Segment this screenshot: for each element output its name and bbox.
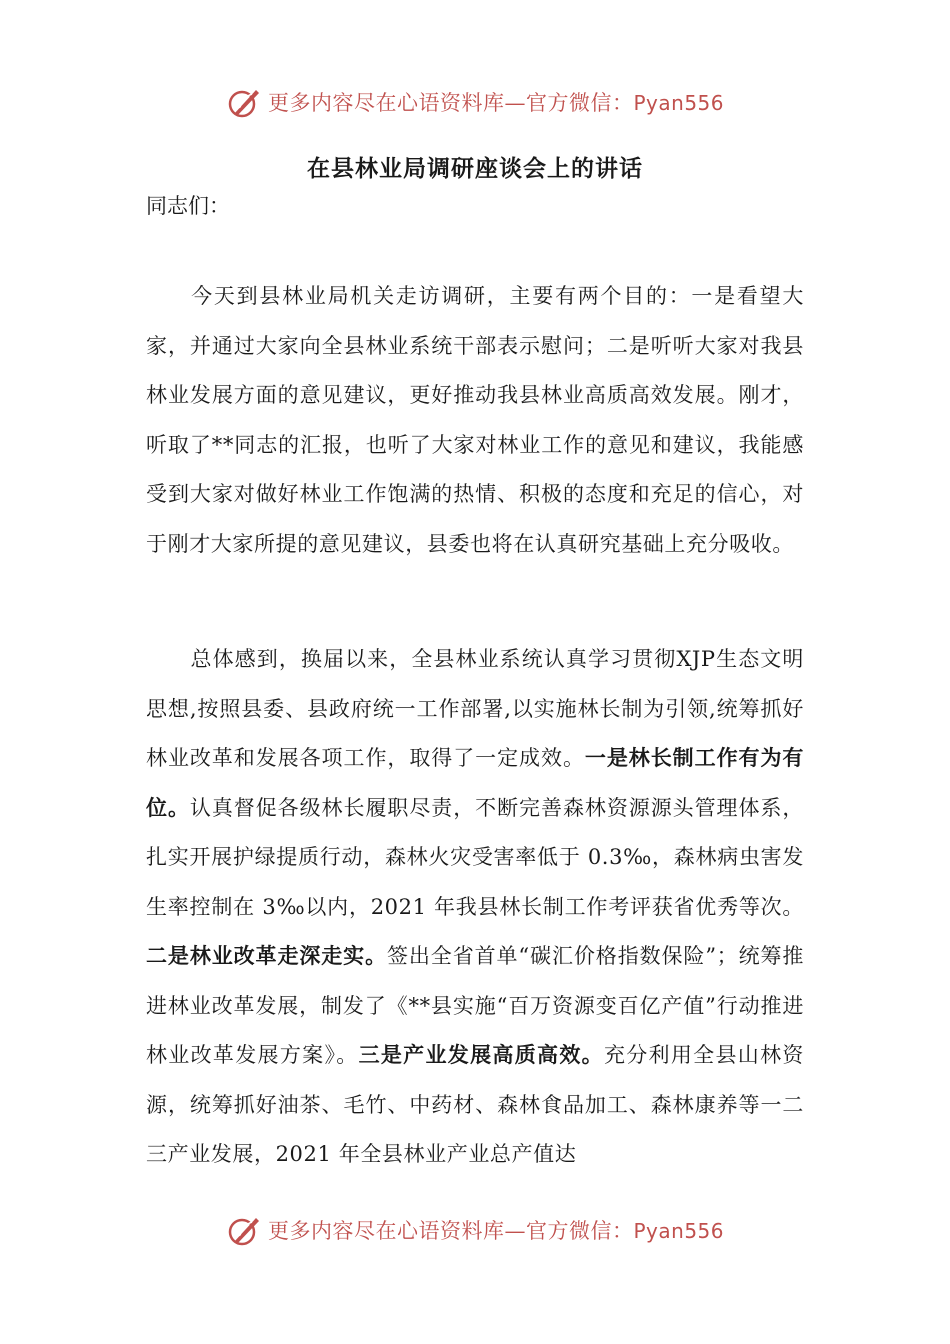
- document-title: 在县林业局调研座谈会上的讲话: [307, 156, 643, 182]
- quill-pen-logo-icon: [226, 1212, 262, 1248]
- watermark-wechat-id: Pyan556: [633, 1219, 724, 1243]
- point-3-text: 充分利用全县山林资源，统筹抓好油茶、毛竹、中药材、森林食品加工、森林康养等一二三产业发展，2021 年全县林业产业总产值达: [146, 1043, 804, 1166]
- point-1-heading: 一是林长制工作有为有位。: [146, 746, 805, 820]
- quill-pen-logo-icon: [226, 84, 262, 120]
- salutation: 同志们：: [146, 194, 230, 218]
- watermark-header: [0, 80, 950, 124]
- paragraph-1-text: 今天到县林业局机关走访调研，主要有两个目的：一是看望大家，并通过大家向全县林业系统干部表示慰问；二是听听大家对我县林业发展方面的意见建议，更好推动我县林业高质高效发展。刚才，听取了**同志的汇报，也听了大家对林业工作的意见和建议，我能感受到大家对做好林业工作饱满的热情、积极的态度和充足的信心，对于刚才大家所提的意见建议，县委也将在认真研究基础上充分吸收。: [146, 284, 804, 556]
- watermark-wechat-id: Pyan556: [633, 91, 724, 115]
- point-1-text: 认真督促各级林长履职尽责，不断完善森林资源源头管理体系，扎实开展护绿提质行动，森林火灾受害率低于 0.3‰，森林病虫害发生率控制在 3‰以内，2021 年我县林长制工作考评获省优秀等次。: [146, 795, 804, 919]
- paragraph-1: [146, 272, 804, 569]
- watermark-footer: [0, 1208, 950, 1252]
- point-3-heading: 三是产业发展高质高效。: [358, 1043, 604, 1067]
- watermark-text: 更多内容尽在心语资料库—官方微信：Pyan556: [267, 91, 724, 115]
- watermark-text: 更多内容尽在心语资料库—官方微信：Pyan556: [267, 1219, 724, 1243]
- paragraph-2: [146, 635, 804, 1180]
- point-2-heading: 二是林业改革走深走实。: [146, 944, 387, 968]
- paragraph-2-intro: 总体感到，换届以来，全县林业系统认真学习贯彻XJP生态文明思想,按照县委、县政府统一工作部署,以实施林长制为引领,统筹抓好林业改革和发展各项工作，取得了一定成效。: [146, 647, 804, 770]
- point-2-text: 签出全省首单“碳汇价格指数保险”；统筹推进林业改革发展，制发了《**县实施“百万资源变百亿产值”行动推进林业改革发展方案》。: [146, 944, 804, 1067]
